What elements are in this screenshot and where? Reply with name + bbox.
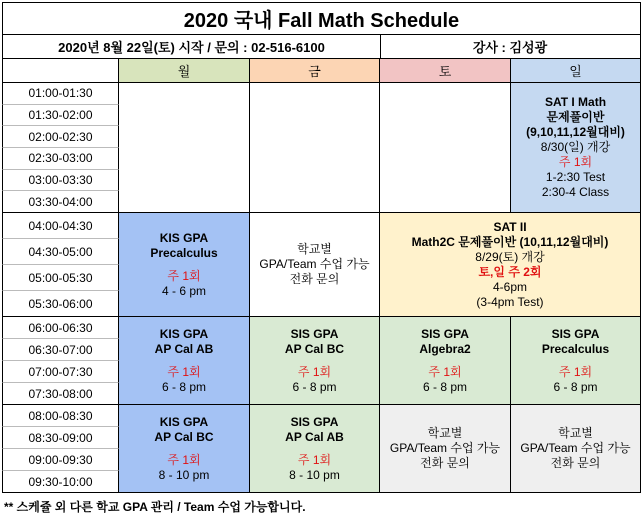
time-slot: 03:00-03:30 [2,170,119,192]
class-sub: 문제풀이반 [546,110,605,124]
footer-note: ** 스케쥴 외 다른 학교 GPA 관리 / Team 수업 가능합니다. [4,500,306,514]
class-time: 6 - 8 pm [553,379,598,394]
inquiry-line: 학교별 [558,426,593,440]
time-slot: 04:00-04:30 [2,213,119,239]
class-frequency: 주 1회 [297,452,332,467]
class-sub: Precalculus [150,245,218,260]
class-time: 8 - 10 pm [289,467,340,482]
class-time: 6 - 8 pm [422,379,467,394]
sun-sat1-class [511,83,641,213]
sat-sis-alg2-class [380,317,511,405]
sat-empty-block [380,83,511,213]
time-slot: 07:00-07:30 [2,361,119,383]
class-frequency: 주 1회 [167,268,201,283]
class-sub: AP Cal AB [285,429,344,444]
class-frequency: 토,일 주 2회 [478,264,542,279]
class-frequency: 주 1회 [297,364,332,379]
inquiry-line: GPA/Team 수업 가능 [520,441,631,455]
class-time: 4-6pm [492,279,527,294]
sat-sat2-class [380,213,641,317]
time-slot: 02:00-02:30 [2,126,119,148]
fri-inquiry-block [250,213,380,317]
inquiry-line: 학교별 [427,426,463,440]
class-sub: AP Cal BC [284,341,345,356]
time-slot: 09:30-10:00 [2,471,119,493]
class-start: 8/29(토) 개강 [475,249,545,264]
class-frequency: 주 1회 [558,155,593,169]
fri-sis-calab-class [250,405,380,493]
time-slot: 04:30-05:00 [2,239,119,265]
class-frequency: 주 1회 [558,364,593,379]
fri-sis-calbc-class [250,317,380,405]
class-sub: AP Cal BC [154,429,214,444]
mon-kis-calbc-class [119,405,250,493]
class-name: KIS GPA [159,230,209,245]
class-time: 2:30-4 Class [541,185,610,199]
fri-empty-block [250,83,380,213]
inquiry-line: 전화 문의 [550,456,601,470]
mon-empty-block [119,83,250,213]
class-time: 6 - 8 pm [292,379,337,394]
class-name: SIS GPA [551,326,600,341]
class-sub: AP Cal AB [154,341,214,356]
class-name: SIS GPA [421,326,469,341]
day-header-mon: 월 [119,59,250,83]
sun-sis-precalc-class [511,317,641,405]
start-info: 2020년 8월 22일(토) 시작 / 문의 : 02-516-6100 [2,35,381,59]
time-slot: 05:30-06:00 [2,291,119,317]
instructor-info: 강사 : 김성광 [380,35,641,59]
class-name: SIS GPA [290,326,339,341]
time-slot: 03:30-04:00 [2,191,119,213]
day-header-sat: 토 [380,59,511,83]
time-slot: 06:00-06:30 [2,317,119,339]
time-slot: 01:30-02:00 [2,105,119,127]
day-header-sun: 일 [511,59,641,83]
sat-inquiry-block [380,405,511,493]
class-test-time: (3-4pm Test) [476,294,544,309]
time-slot: 05:00-05:30 [2,265,119,291]
class-name: KIS GPA [159,326,209,341]
sun-inquiry-block [511,405,641,493]
time-slot: 08:00-08:30 [2,405,119,427]
class-name: SAT II [493,219,527,234]
inquiry-line: GPA/Team 수업 가능 [259,257,370,271]
class-frequency: 주 1회 [428,364,462,379]
class-sub: Precalculus [541,341,610,356]
class-time: 4 - 6 pm [161,283,206,298]
inquiry-line: 전화 문의 [420,456,470,470]
class-frequency: 주 1회 [167,452,201,467]
time-slot: 01:00-01:30 [2,83,119,105]
time-slot: 08:30-09:00 [2,427,119,449]
time-slot: 07:30-08:00 [2,383,119,405]
mon-kis-precalc-class [119,213,250,317]
time-header [2,59,119,83]
class-test-time: 1-2:30 Test [545,170,606,184]
class-sub: Algebra2 [419,341,471,356]
class-start: 8/30(일) 개강 [540,140,611,154]
class-name: SAT I Math [544,95,607,109]
class-months: (9,10,11,12월대비) [526,125,625,139]
time-slot: 02:30-03:00 [2,148,119,170]
inquiry-line: 학교별 [297,242,332,256]
inquiry-line: GPA/Team 수업 가능 [389,441,501,455]
day-header-fri: 금 [250,59,380,83]
class-time: 6 - 8 pm [161,379,206,394]
class-time: 8 - 10 pm [158,467,210,482]
time-slot: 06:30-07:00 [2,339,119,361]
page-title: 2020 국내 Fall Math Schedule [2,2,641,35]
class-sub: Math2C 문제풀이반 (10,11,12월대비) [411,234,609,249]
class-name: SIS GPA [290,414,339,429]
class-frequency: 주 1회 [167,364,201,379]
inquiry-line: 전화 문의 [289,272,340,286]
mon-kis-calab-class [119,317,250,405]
time-slot: 09:00-09:30 [2,449,119,471]
class-name: KIS GPA [159,414,209,429]
